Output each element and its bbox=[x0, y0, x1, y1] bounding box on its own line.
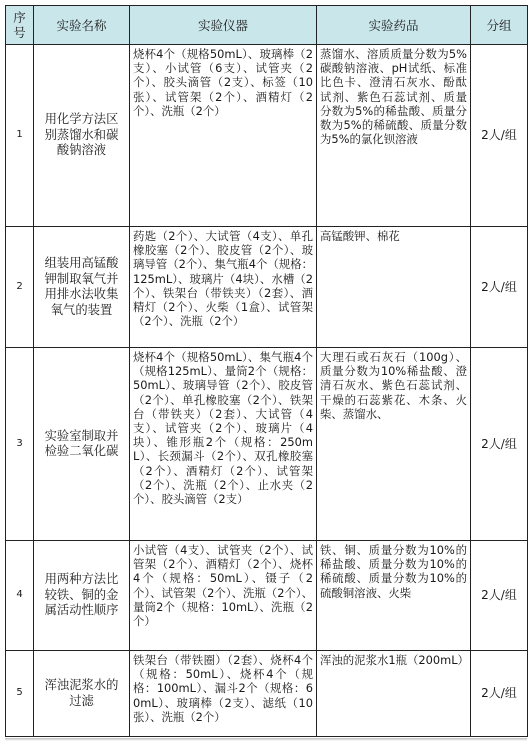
row-instruments: 烧杯4个（规格50mL）、集气瓶4个（规格125mL）、量筒2个（规格：50mL）、玻璃导管（2个）、胶皮管（2个）、单孔橡胶塞（2个）、铁架台（带铁夹）（2套）、大试管（4支）、试管夹（2个）、玻璃片（4块）、锥形瓶2个（规格：250mL）、长颈漏斗（2个）、双孔橡胶塞（2个）、酒精灯（2个）、试管架（2个）、洗瓶（2个）、止水夹（2个）、胶头滴管（2支） bbox=[130, 348, 317, 541]
experiment-table bbox=[5, 5, 528, 737]
row-chemicals: 蒸馏水、溶质质量分数为5%碳酸钠溶液、pH试纸、标准比色卡、澄清石灰水、酚酞试剂、紫色石蕊试剂、质量分数为5%的稀盐酸、质量分数为5%的稀硫酸、质量分数为5%的氯化钡溶液 bbox=[317, 45, 471, 227]
row-chemicals: 高锰酸钾、棉花 bbox=[317, 227, 471, 348]
row-chemicals: 大理石或石灰石（100g）、质量分数为10%稀盐酸、澄清石灰水、紫色石蕊试剂、干燥的石蕊紫花、木条、火柴、蒸馏水、 bbox=[317, 348, 471, 541]
page-bottom-shadow bbox=[5, 738, 527, 741]
row-group: 2人/组 bbox=[471, 227, 528, 348]
row-no: 2 bbox=[6, 227, 34, 348]
table-row bbox=[6, 45, 528, 227]
table-row bbox=[6, 348, 528, 541]
table-row bbox=[6, 651, 528, 737]
row-group: 2人/组 bbox=[471, 541, 528, 651]
header-name: 实验名称 bbox=[34, 6, 130, 45]
row-name: 用两种方法比较铁、铜的金属活动性顺序 bbox=[34, 541, 130, 651]
row-chemicals: 浑浊的泥浆水1瓶（200mL） bbox=[317, 651, 471, 737]
row-name: 实验室制取并检验二氧化碳 bbox=[34, 348, 130, 541]
experiment-table-container bbox=[5, 5, 527, 737]
table-header-row bbox=[6, 6, 528, 45]
row-instruments: 铁架台（带铁圈）（2套）、烧杯4个（规格：50mL）、烧杯4个（规格：100mL）、漏斗2个（规格：60mL）、玻璃棒（2支）、滤纸（10张）、洗瓶（2个） bbox=[130, 651, 317, 737]
row-no: 4 bbox=[6, 541, 34, 651]
header-chemicals: 实验药品 bbox=[317, 6, 471, 45]
table-row bbox=[6, 227, 528, 348]
row-instruments: 药匙（2个）、大试管（4支）、单孔橡胶塞（2个）、胶皮管（2个）、玻璃导管（2个）、集气瓶4个（规格：125mL）、玻璃片（4块）、水槽（2个）、铁架台（带铁夹）（2套）、酒精灯（2个）、火柴（1盒）、试管架（2个）、洗瓶（2个） bbox=[130, 227, 317, 348]
row-instruments: 小试管（4支）、试管夹（2个）、试管架（2个）、酒精灯（2个）、烧杯4个（规格：50mL）、镊子（2个）、试管架（2个）、洗瓶（2个）、量筒2个（规格：10mL）、洗瓶（2个） bbox=[130, 541, 317, 651]
row-group: 2人/组 bbox=[471, 348, 528, 541]
table-row bbox=[6, 541, 528, 651]
header-instruments: 实验仪器 bbox=[130, 6, 317, 45]
header-group: 分组 bbox=[471, 6, 528, 45]
row-chemicals: 铁、铜、质量分数为10%的稀盐酸、质量分数为10%的稀硫酸、质量分数为10%的硫酸铜溶液、火柴 bbox=[317, 541, 471, 651]
header-no: 序号 bbox=[6, 6, 34, 45]
row-name: 用化学方法区别蒸馏水和碳酸钠溶液 bbox=[34, 45, 130, 227]
row-no: 5 bbox=[6, 651, 34, 737]
row-name: 浑浊泥浆水的过滤 bbox=[34, 651, 130, 737]
row-instruments: 烧杯4个（规格50mL）、玻璃棒（2支）、小试管（6支）、试管夹（2个）、胶头滴管（2支）、标签（10张）、试管架（2个）、酒精灯（2个）、洗瓶（2个） bbox=[130, 45, 317, 227]
row-group: 2人/组 bbox=[471, 651, 528, 737]
row-name: 组装用高锰酸钾制取氧气并用排水法收集氧气的装置 bbox=[34, 227, 130, 348]
row-no: 3 bbox=[6, 348, 34, 541]
row-no: 1 bbox=[6, 45, 34, 227]
row-group: 2人/组 bbox=[471, 45, 528, 227]
